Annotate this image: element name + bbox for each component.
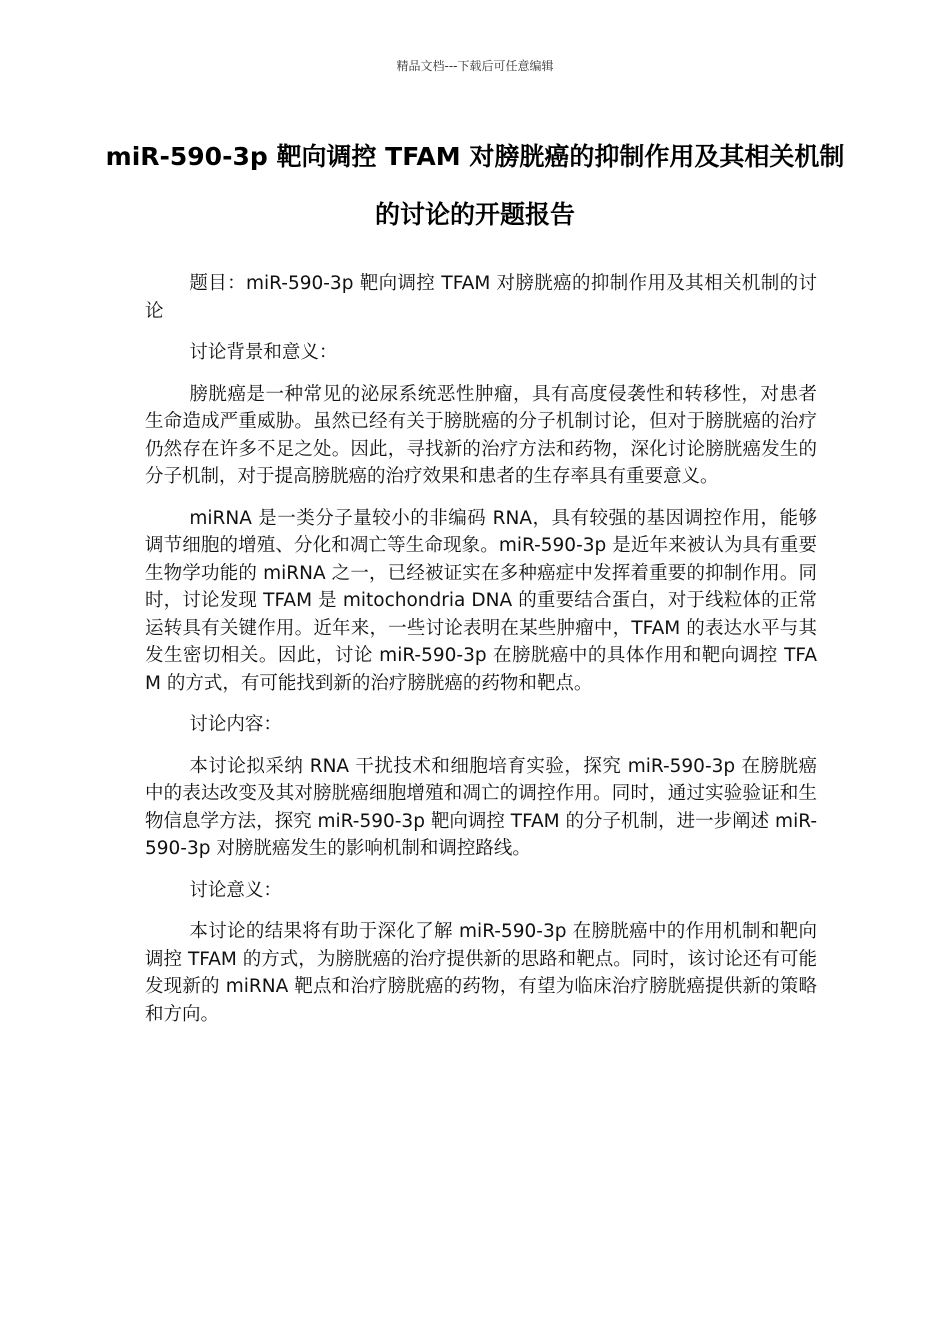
paragraph-topic: 题目：miR-590-3p 靶向调控 TFAM 对膀胱癌的抑制作用及其相关机制的讨论 (145, 273, 817, 322)
paragraph-background: 膀胱癌是一种常见的泌尿系统恶性肿瘤，具有高度侵袭性和转移性，对患者生命造成严重威胁。虽然已经有关于膀胱癌的分子机制讨论，但对于膀胱癌的治疗仍然存在许多不足之处。因此，寻找新的治疗方法和药物，深化讨论膀胱癌发生的分子机制，对于提高膀胱癌的治疗效果和患者的生存率具有重要意义。 (145, 383, 817, 487)
section-heading-background: 讨论背景和意义： (189, 342, 338, 363)
section-heading-significance: 讨论意义： (189, 879, 282, 901)
section-heading-content: 讨论内容： (189, 714, 282, 735)
paragraph-significance: 本讨论的结果将有助于深化了解 miR-590-3p 在膀胱癌中的作用机制和靶向调控 TFAM 的方式，为膀胱癌的治疗提供新的思路和靶点。同时，该讨论还有可能发现新的 miRNA 靶点和治疗膀胱癌的药物，有望为临床治疗膀胱癌提供新的策略和方向。 (145, 921, 817, 1025)
paragraph-content: 本讨论拟采纳 RNA 干扰技术和细胞培育实验，探究 miR-590-3p 在膀胱癌中的表达改变及其对膀胱癌细胞增殖和凋亡的调控作用。同时，通过实验验证和生物信息学方法，探究 miR-590-3p 靶向调控 TFAM 的分子机制，进一步阐述 miR-590-3p 对膀胱癌发生的影响机制和调控路线。 (145, 755, 817, 859)
header-note: 精品文档---下载后可任意编辑 (396, 59, 554, 73)
paragraph-mirna: miRNA 是一类分子量较小的非编码 RNA，具有较强的基因调控作用，能够调节细胞的增殖、分化和凋亡等生命现象。miR-590-3p 是近年来被认为具有重要生物学功能的 miRNA 之一，已经被证实在多种癌症中发挥着重要的抑制作用。同时，讨论发现 TFAM 是 mitochondria DNA 的重要结合蛋白，对于线粒体的正常运转具有关键作用。近年来，一些讨论表明在某些肿瘤中，TFAM 的表达水平与其发生密切相关。因此，讨论 miR-590-3p 在膀胱癌中的具体作用和靶向调控 TFAM 的方式，有可能找到新的治疗膀胱癌的药物和靶点。 (145, 507, 817, 694)
document-title: miR-590-3p 靶向调控 TFAM 对膀胱癌的抑制作用及其相关机制的讨论的开题报告 (105, 142, 845, 229)
document-body (145, 270, 817, 1042)
